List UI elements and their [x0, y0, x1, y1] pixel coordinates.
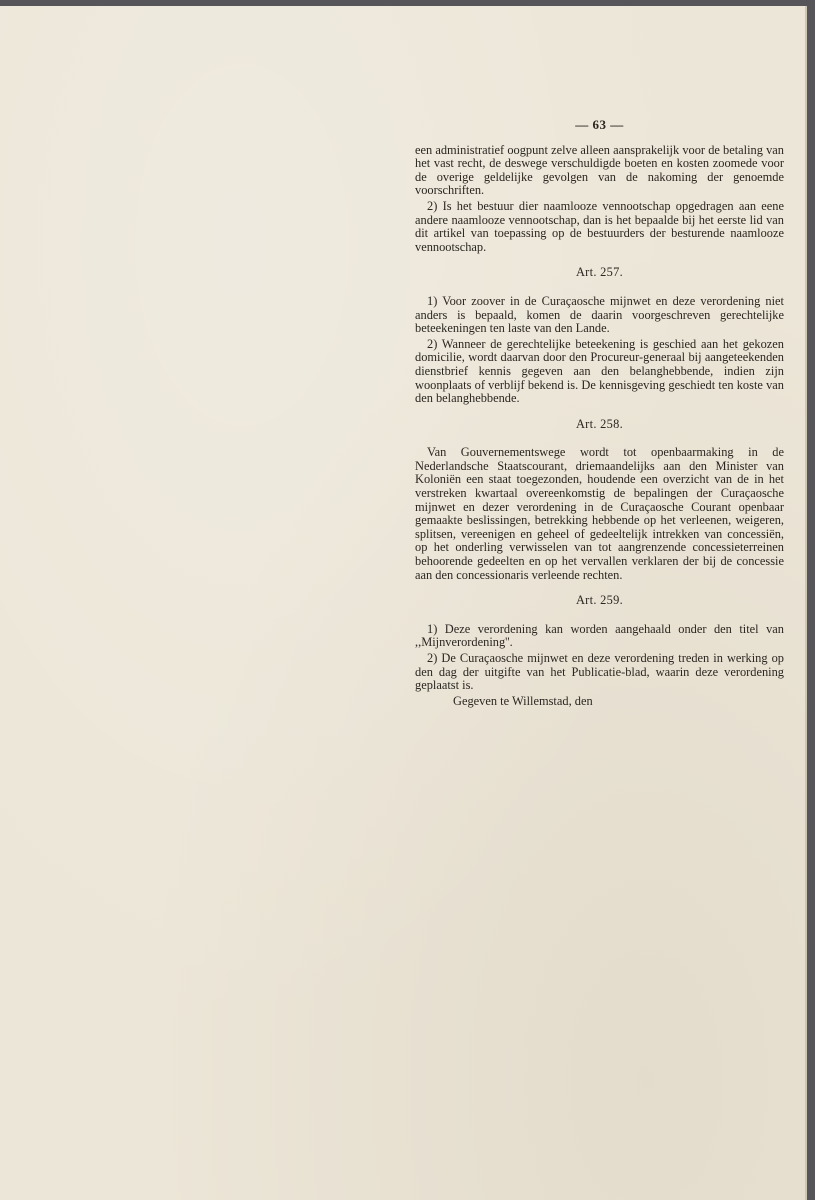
- article-257-heading: Art. 257.: [575, 265, 624, 280]
- document-body: [415, 118, 784, 708]
- article-257-paragraph-2: 2) Wanneer de gerechtelijke beteekening is geschied aan het gekozen domicilie, wordt daarvan door den Procureur-generaal bij aangeteekenden dienstbrief kennis gegeven aan den belanghebbende, indien zijn woonplaats of verblijf bekend is. De kennisgeving geschiedt ten koste van den belanghebbende.: [415, 336, 784, 406]
- document-page: [0, 6, 807, 1200]
- article-259-heading: Art. 259.: [575, 593, 624, 608]
- article-258-paragraph-1: Van Gouvernementswege wordt tot openbaarmaking in de Nederlandsche Staatscourant, driemaandelijks aan den Minister van Koloniën een staat toegezonden, houdende een overzicht van de in het verstreken kwartaal overeenkomstig de bepalingen der Curaçaosche mijnwet en dezer verordening in de Curaçaosche Courant openbaar gemaakte beslissingen, betrekking hebbende op het verleenen, weigeren, splitsen, vereenigen en geheel of gedeeltelijk intrekken van concessiën, op het onderling verwisselen van tot aangrenzende concessieterreinen behoorende gedeelten en op het vervallen verklaren der bij de concessie aan den concessionaris verleende rechten.: [415, 445, 784, 582]
- article-258-heading: Art. 258.: [575, 416, 624, 431]
- page-number: — 63 —: [575, 117, 624, 132]
- closing-line: Gegeven te Willemstad, den: [453, 693, 593, 708]
- page-edge: [805, 6, 807, 1200]
- article-259-paragraph-1: 1) Deze verordening kan worden aangehaald onder den titel van ,,Mijnverordening''.: [415, 621, 784, 650]
- intro-paragraph-1: een administratief oogpunt zelve alleen aansprakelijk voor de betaling van het vast recht, de deswege verschuldigde boeten en kosten zoomede voor de overige geldelijke gevolgen van de nakoming der genoemde voorschriften.: [415, 142, 784, 198]
- intro-paragraph-2: 2) Is het bestuur dier naamlooze vennootschap opgedragen aan eene andere naamlooze vennootschap, dan is het bepaalde bij het eerste lid van dit artikel van toepassing op de bestuurders der besturende naamlooze vennootschap.: [415, 198, 784, 254]
- article-257-paragraph-1: 1) Voor zoover in de Curaçaosche mijnwet en deze verordening niet anders is bepaald, komen de daarin voorgeschreven gerechtelijke beteekeningen ten laste van den Lande.: [415, 293, 784, 336]
- article-259-paragraph-2: 2) De Curaçaosche mijnwet en deze verordening treden in werking op den dag der uitgifte van het Publicatie-blad, waarin deze verordening geplaatst is.: [415, 651, 784, 693]
